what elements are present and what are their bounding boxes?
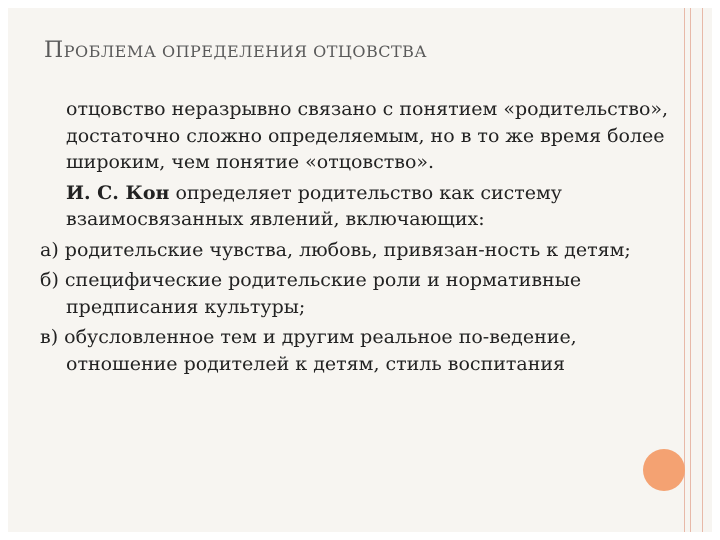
author-name: И. С. Кон <box>66 181 170 204</box>
paragraph-kon <box>40 180 680 233</box>
decorative-line <box>684 8 685 532</box>
decorative-line <box>702 8 703 532</box>
list-item-b: б) специфические родительские роли и нормативные предписания культуры; <box>40 269 582 318</box>
decorative-line <box>690 8 691 532</box>
paragraph-fatherhood: отцовство неразрывно связано с понятием «родительство», достаточно сложно определяемым, но в то же время более широким, чем понятие «отцовство». <box>66 98 669 173</box>
list-item-c: в) обусловленное тем и другим реальное по-ведение, отношение родителей к детям, стиль воспитания <box>40 326 577 375</box>
decorative-circle <box>643 449 685 491</box>
list-item-a: а) родительские чувства, любовь, привязан-ность к детям; <box>40 238 631 261</box>
slide-body <box>40 96 680 377</box>
paragraph-kon-text: определяет родительство как систему взаимосвязанных явлений, включающих: <box>66 181 562 230</box>
title-initial: П <box>44 38 64 63</box>
title-rest: РОБЛЕМА ОПРЕДЕЛЕНИЯ ОТЦОВСТВА <box>63 42 427 61</box>
slide-title <box>44 38 427 63</box>
